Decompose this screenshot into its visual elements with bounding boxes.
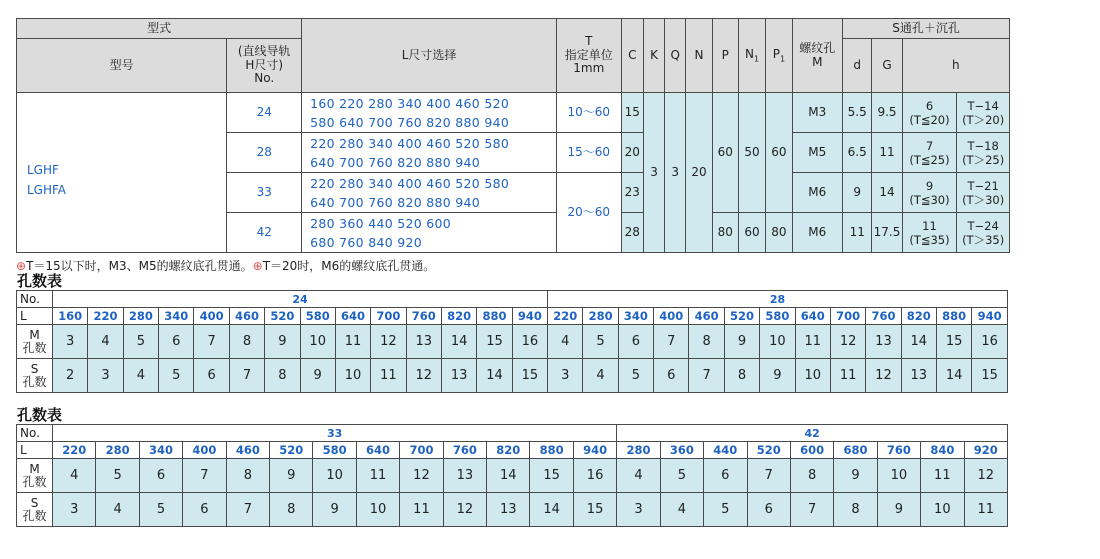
length-cell: 520 bbox=[270, 442, 313, 459]
m-count-cell: 3 bbox=[53, 325, 88, 359]
s-count-cell: 11 bbox=[830, 359, 865, 393]
s-count-cell: 13 bbox=[901, 359, 936, 393]
s-count-cell: 7 bbox=[689, 359, 724, 393]
c-value: 23 bbox=[621, 173, 643, 213]
p1-value: 60 bbox=[766, 93, 792, 213]
thread-value: M5 bbox=[792, 133, 843, 173]
hole-table-title: 孔数表 bbox=[17, 406, 63, 424]
d-value: 9 bbox=[843, 173, 872, 213]
s-count-cell: 9 bbox=[760, 359, 795, 393]
t-range-shared: 20～60 bbox=[556, 173, 621, 253]
m-count-cell: 8 bbox=[790, 459, 833, 493]
rail-no: 42 bbox=[227, 213, 302, 253]
l-options: 220 280 340 400 460 520 580 640 700 760 820 880 940 bbox=[302, 133, 557, 173]
t-range: 15～60 bbox=[556, 133, 621, 173]
s-count-cell: 8 bbox=[270, 493, 313, 527]
s-count-cell: 9 bbox=[300, 359, 335, 393]
m-count-row bbox=[17, 459, 1008, 493]
m-count-cell: 5 bbox=[96, 459, 139, 493]
m-count-cell: 7 bbox=[183, 459, 226, 493]
note-mark-icon: ⊕ bbox=[16, 259, 27, 273]
s-count-cell: 7 bbox=[790, 493, 833, 527]
rail-no-group: 33 bbox=[53, 425, 617, 442]
s-count-cell: 7 bbox=[229, 359, 264, 393]
row-label: M 孔数 bbox=[17, 325, 53, 359]
row-label: S 孔数 bbox=[17, 493, 53, 527]
s-count-cell: 12 bbox=[866, 359, 901, 393]
s-count-cell: 13 bbox=[487, 493, 530, 527]
length-cell: 520 bbox=[265, 308, 300, 325]
length-cell: 280 bbox=[123, 308, 158, 325]
m-count-cell: 14 bbox=[901, 325, 936, 359]
row-label: L bbox=[17, 442, 53, 459]
m-count-row bbox=[17, 325, 1008, 359]
length-cell: 580 bbox=[300, 308, 335, 325]
note-1: T＝15以下时，M3、M5的螺纹底孔贯通。 bbox=[26, 259, 253, 273]
s-count-cell: 13 bbox=[441, 359, 476, 393]
hole-table-title: 孔数表 bbox=[17, 272, 63, 290]
length-cell: 600 bbox=[790, 442, 833, 459]
s-count-cell: 10 bbox=[795, 359, 830, 393]
length-cell: 920 bbox=[964, 442, 1007, 459]
m-count-cell: 4 bbox=[53, 459, 96, 493]
m-count-cell: 4 bbox=[617, 459, 660, 493]
rail-no: 24 bbox=[227, 93, 302, 133]
g-value: 9.5 bbox=[872, 93, 902, 133]
l-options: 220 280 340 400 460 520 580 640 700 760 820 880 940 bbox=[302, 173, 557, 213]
length-cell: 360 bbox=[660, 442, 703, 459]
rail-no-group: 42 bbox=[617, 425, 1008, 442]
l-options: 280 360 440 520 600 680 760 840 920 bbox=[302, 213, 557, 253]
row-label: No. bbox=[17, 425, 53, 442]
length-cell: 220 bbox=[53, 442, 96, 459]
s-count-cell: 5 bbox=[159, 359, 194, 393]
length-cell: 700 bbox=[830, 308, 865, 325]
rail-no: 28 bbox=[227, 133, 302, 173]
h-header: h bbox=[902, 39, 1009, 93]
length-cell: 460 bbox=[229, 308, 264, 325]
s-count-cell: 8 bbox=[265, 359, 300, 393]
h-value-high: T−21 (T＞30) bbox=[957, 173, 1010, 213]
s-count-cell: 9 bbox=[313, 493, 356, 527]
length-cell: 460 bbox=[689, 308, 724, 325]
no-row bbox=[17, 291, 1008, 308]
hole-count-table-2 bbox=[16, 424, 1008, 527]
s-count-cell: 7 bbox=[226, 493, 269, 527]
length-cell: 820 bbox=[901, 308, 936, 325]
s-count-cell: 3 bbox=[88, 359, 123, 393]
m-count-cell: 5 bbox=[123, 325, 158, 359]
s-count-cell: 10 bbox=[335, 359, 370, 393]
thread-value: M6 bbox=[792, 173, 843, 213]
rail-header: (直线导轨 H尺寸) No. bbox=[227, 39, 302, 93]
m-count-cell: 8 bbox=[226, 459, 269, 493]
m-count-cell: 6 bbox=[139, 459, 182, 493]
s-count-cell: 14 bbox=[530, 493, 573, 527]
model-names: LGHF LGHFA bbox=[17, 93, 227, 253]
s-count-cell: 6 bbox=[183, 493, 226, 527]
length-cell: 940 bbox=[573, 442, 616, 459]
s-count-cell: 4 bbox=[96, 493, 139, 527]
t-header: T 指定单位 1mm bbox=[556, 19, 621, 93]
length-cell: 220 bbox=[548, 308, 583, 325]
k-header: K bbox=[643, 19, 664, 93]
s-count-cell: 10 bbox=[921, 493, 964, 527]
h-value-high: T−18 (T＞25) bbox=[957, 133, 1010, 173]
s-count-cell: 4 bbox=[123, 359, 158, 393]
s-count-cell: 4 bbox=[583, 359, 618, 393]
m-count-cell: 16 bbox=[512, 325, 547, 359]
m-count-cell: 6 bbox=[159, 325, 194, 359]
length-cell: 520 bbox=[724, 308, 759, 325]
m-count-cell: 15 bbox=[530, 459, 573, 493]
length-cell: 880 bbox=[530, 442, 573, 459]
length-cell: 280 bbox=[96, 442, 139, 459]
length-cell: 640 bbox=[335, 308, 370, 325]
length-cell: 760 bbox=[443, 442, 486, 459]
type-group-header: 型式 bbox=[17, 19, 302, 39]
m-count-cell: 9 bbox=[265, 325, 300, 359]
s-count-cell: 8 bbox=[724, 359, 759, 393]
h-value-low: 9 (T≦30) bbox=[902, 173, 957, 213]
length-cell: 940 bbox=[972, 308, 1008, 325]
m-count-cell: 6 bbox=[704, 459, 747, 493]
note-2: T＝20时，M6的螺纹底孔贯通。 bbox=[262, 259, 436, 273]
h-value-low: 7 (T≦25) bbox=[902, 133, 957, 173]
length-row bbox=[17, 442, 1008, 459]
s-count-cell: 8 bbox=[834, 493, 877, 527]
length-cell: 880 bbox=[477, 308, 512, 325]
length-cell: 340 bbox=[159, 308, 194, 325]
thread-value: M6 bbox=[792, 213, 843, 253]
n1-header: $N_1$ bbox=[738, 19, 765, 93]
length-cell: 340 bbox=[139, 442, 182, 459]
d-header: d bbox=[843, 39, 872, 93]
m-count-cell: 13 bbox=[866, 325, 901, 359]
m-count-cell: 4 bbox=[88, 325, 123, 359]
length-cell: 440 bbox=[704, 442, 747, 459]
length-cell: 460 bbox=[226, 442, 269, 459]
q-value: 3 bbox=[665, 93, 686, 253]
h-value-low: 6 (T≦20) bbox=[902, 93, 957, 133]
length-cell: 520 bbox=[747, 442, 790, 459]
m-count-cell: 13 bbox=[406, 325, 441, 359]
thread-value: M3 bbox=[792, 93, 843, 133]
s-count-row bbox=[17, 493, 1008, 527]
m-count-cell: 6 bbox=[618, 325, 653, 359]
hole-count-table-1 bbox=[16, 290, 1008, 393]
t-range: 10～60 bbox=[556, 93, 621, 133]
s-count-cell: 11 bbox=[371, 359, 406, 393]
m-count-cell: 7 bbox=[194, 325, 229, 359]
p1-value: 80 bbox=[766, 213, 792, 253]
length-cell: 700 bbox=[400, 442, 443, 459]
m-count-cell: 14 bbox=[441, 325, 476, 359]
d-value: 6.5 bbox=[843, 133, 872, 173]
q-header: Q bbox=[665, 19, 686, 93]
c-value: 15 bbox=[621, 93, 643, 133]
s-count-cell: 3 bbox=[53, 493, 96, 527]
m-count-cell: 5 bbox=[660, 459, 703, 493]
g-header: G bbox=[872, 39, 902, 93]
s-count-cell: 3 bbox=[548, 359, 583, 393]
m-count-cell: 12 bbox=[964, 459, 1007, 493]
length-cell: 580 bbox=[313, 442, 356, 459]
m-count-cell: 4 bbox=[548, 325, 583, 359]
d-value: 11 bbox=[843, 213, 872, 253]
length-cell: 820 bbox=[487, 442, 530, 459]
length-cell: 820 bbox=[441, 308, 476, 325]
s-count-cell: 9 bbox=[877, 493, 920, 527]
m-count-cell: 10 bbox=[313, 459, 356, 493]
m-count-cell: 8 bbox=[689, 325, 724, 359]
m-count-cell: 12 bbox=[400, 459, 443, 493]
length-cell: 840 bbox=[921, 442, 964, 459]
m-count-cell: 5 bbox=[583, 325, 618, 359]
spec-notes bbox=[16, 257, 435, 274]
s-count-cell: 11 bbox=[964, 493, 1007, 527]
m-count-cell: 14 bbox=[487, 459, 530, 493]
m-count-cell: 15 bbox=[477, 325, 512, 359]
h-value-low: 11 (T≦35) bbox=[902, 213, 957, 253]
model-header: 型号 bbox=[17, 39, 227, 93]
m-count-cell: 13 bbox=[443, 459, 486, 493]
m-count-cell: 9 bbox=[834, 459, 877, 493]
m-count-cell: 11 bbox=[795, 325, 830, 359]
m-count-cell: 16 bbox=[573, 459, 616, 493]
s-count-cell: 15 bbox=[573, 493, 616, 527]
rail-no-group: 24 bbox=[53, 291, 548, 308]
length-cell: 400 bbox=[183, 442, 226, 459]
s-count-cell: 15 bbox=[972, 359, 1008, 393]
s-group-header: S通孔＋沉孔 bbox=[843, 19, 1010, 39]
m-count-cell: 10 bbox=[300, 325, 335, 359]
length-cell: 580 bbox=[760, 308, 795, 325]
s-count-cell: 4 bbox=[660, 493, 703, 527]
length-cell: 760 bbox=[406, 308, 441, 325]
s-count-cell: 3 bbox=[617, 493, 660, 527]
spec-table bbox=[16, 18, 1010, 253]
k-value: 3 bbox=[643, 93, 664, 253]
m-count-cell: 11 bbox=[356, 459, 399, 493]
h-value-high: T−24 (T＞35) bbox=[957, 213, 1010, 253]
row-label: L bbox=[17, 308, 53, 325]
c-value: 28 bbox=[621, 213, 643, 253]
p-value: 80 bbox=[712, 213, 738, 253]
m-count-cell: 9 bbox=[724, 325, 759, 359]
length-cell: 220 bbox=[88, 308, 123, 325]
m-count-cell: 7 bbox=[654, 325, 689, 359]
length-cell: 400 bbox=[654, 308, 689, 325]
s-count-cell: 6 bbox=[194, 359, 229, 393]
n1-value: 60 bbox=[738, 213, 765, 253]
l-options: 160 220 280 340 400 460 520 580 640 700 760 820 880 940 bbox=[302, 93, 557, 133]
m-count-cell: 12 bbox=[371, 325, 406, 359]
m-count-cell: 9 bbox=[270, 459, 313, 493]
s-count-cell: 6 bbox=[654, 359, 689, 393]
length-cell: 760 bbox=[877, 442, 920, 459]
s-count-cell: 12 bbox=[406, 359, 441, 393]
m-count-cell: 7 bbox=[747, 459, 790, 493]
s-count-row bbox=[17, 359, 1008, 393]
length-cell: 640 bbox=[356, 442, 399, 459]
c-header: C bbox=[621, 19, 643, 93]
note-mark-icon: ⊕ bbox=[252, 259, 263, 273]
p-header: P bbox=[712, 19, 738, 93]
s-count-cell: 10 bbox=[356, 493, 399, 527]
s-count-cell: 2 bbox=[53, 359, 88, 393]
length-cell: 400 bbox=[194, 308, 229, 325]
length-cell: 160 bbox=[53, 308, 88, 325]
row-label: S 孔数 bbox=[17, 359, 53, 393]
g-value: 14 bbox=[872, 173, 902, 213]
h-value-high: T−14 (T＞20) bbox=[957, 93, 1010, 133]
n1-value: 50 bbox=[738, 93, 765, 213]
l-select-header: L尺寸选择 bbox=[302, 19, 557, 93]
m-count-cell: 8 bbox=[229, 325, 264, 359]
m-count-cell: 12 bbox=[830, 325, 865, 359]
s-count-cell: 5 bbox=[704, 493, 747, 527]
m-count-cell: 11 bbox=[921, 459, 964, 493]
s-count-cell: 6 bbox=[747, 493, 790, 527]
m-count-cell: 11 bbox=[335, 325, 370, 359]
g-value: 17.5 bbox=[872, 213, 902, 253]
s-count-cell: 14 bbox=[477, 359, 512, 393]
no-row bbox=[17, 425, 1008, 442]
rail-no-group: 28 bbox=[548, 291, 1008, 308]
c-value: 20 bbox=[621, 133, 643, 173]
length-cell: 940 bbox=[512, 308, 547, 325]
p-value: 60 bbox=[712, 93, 738, 213]
m-count-cell: 10 bbox=[760, 325, 795, 359]
length-cell: 880 bbox=[936, 308, 971, 325]
thread-header: 螺纹孔 M bbox=[792, 19, 843, 93]
s-count-cell: 15 bbox=[512, 359, 547, 393]
length-cell: 340 bbox=[618, 308, 653, 325]
n-header: N bbox=[686, 19, 712, 93]
g-value: 11 bbox=[872, 133, 902, 173]
length-cell: 280 bbox=[617, 442, 660, 459]
s-count-cell: 5 bbox=[618, 359, 653, 393]
m-count-cell: 15 bbox=[936, 325, 971, 359]
length-cell: 700 bbox=[371, 308, 406, 325]
length-cell: 640 bbox=[795, 308, 830, 325]
s-count-cell: 12 bbox=[443, 493, 486, 527]
p1-header: $P_1$ bbox=[766, 19, 792, 93]
n-value: 20 bbox=[686, 93, 712, 253]
spec-row-24 bbox=[17, 93, 1010, 133]
row-label: No. bbox=[17, 291, 53, 308]
length-cell: 760 bbox=[866, 308, 901, 325]
m-count-cell: 16 bbox=[972, 325, 1008, 359]
s-count-cell: 5 bbox=[139, 493, 182, 527]
row-label: M 孔数 bbox=[17, 459, 53, 493]
length-cell: 680 bbox=[834, 442, 877, 459]
length-cell: 280 bbox=[583, 308, 618, 325]
d-value: 5.5 bbox=[843, 93, 872, 133]
s-count-cell: 14 bbox=[936, 359, 971, 393]
m-count-cell: 10 bbox=[877, 459, 920, 493]
length-row bbox=[17, 308, 1008, 325]
s-count-cell: 11 bbox=[400, 493, 443, 527]
rail-no: 33 bbox=[227, 173, 302, 213]
